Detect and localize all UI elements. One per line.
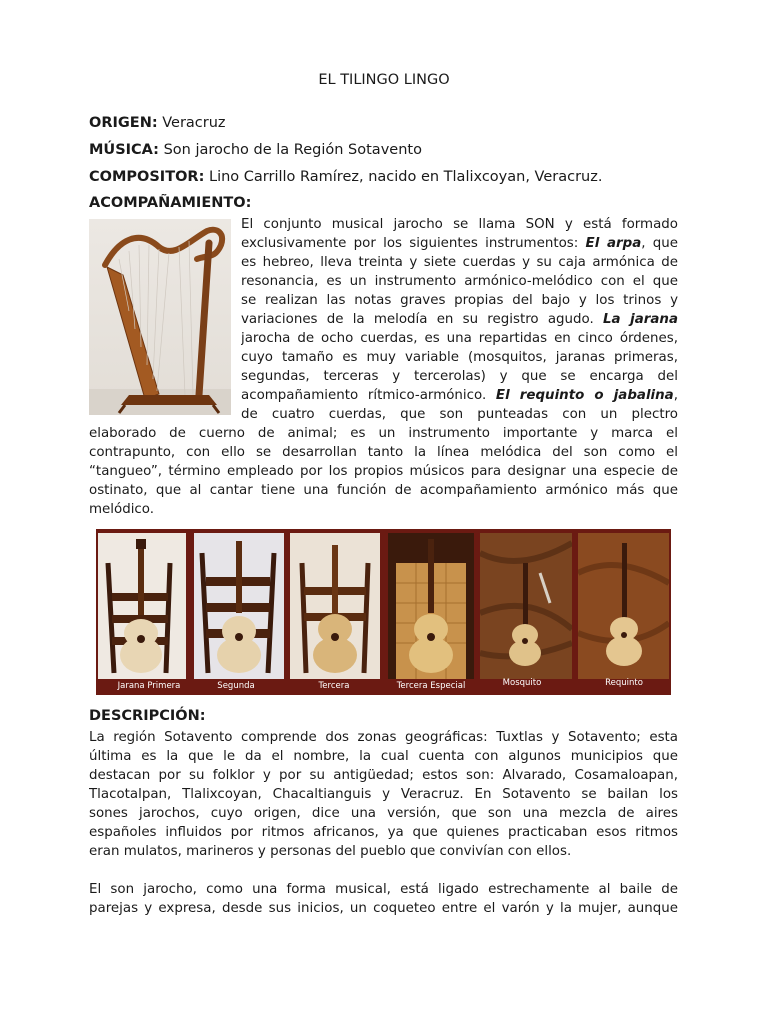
caption-mosquito: Mosquito — [502, 678, 542, 688]
caption-tercera: Tercera — [318, 681, 350, 691]
acomp-line-8: cuyo tamaño es muy variable (mosquitos, jaranas primeras, — [241, 350, 678, 365]
acomp-line-6-text: variaciones de la melodía en su registro agudo. — [241, 312, 603, 327]
requinto-emphasis: El requinto o jabalina — [495, 388, 674, 403]
jarana-emphasis: La jarana — [602, 312, 678, 327]
requinto-photo — [578, 533, 669, 679]
acomp-line-9: segundas, terceras y tercerolas) y que se encarga del — [241, 369, 678, 384]
instruments-image — [96, 529, 671, 695]
origen-value: Veracruz — [157, 115, 226, 131]
mosquito-photo — [480, 533, 572, 679]
desc2-line-1: El son jarocho, como una forma musical, está ligado estrechamente al baile de — [89, 882, 678, 897]
musica-label: MÚSICA: — [89, 142, 159, 158]
acomp-line-4: resonancia, es un instrumento armónico-melódico con el que — [241, 274, 678, 289]
caption-jarana-primera: Jarana Primera — [117, 681, 181, 691]
acomp-line-6 — [241, 310, 678, 329]
desc-line-4: Tlacotalpan, Tlalixcoyan, Chacaltianguis y Veracruz. En Sotavento se bailan los — [89, 787, 678, 802]
harp-illustration — [89, 219, 231, 415]
tercera-especial-photo — [388, 533, 474, 679]
acomp-line-10 — [241, 386, 678, 405]
origen-line — [89, 115, 226, 131]
desc-line-6: españoles influidos por ritmos africanos, ya que quienes practicaban esos ritmos — [89, 825, 678, 840]
acomp-line-2-text: exclusivamente por los siguientes instrumentos: — [241, 236, 586, 251]
acomp-line-2 — [241, 234, 678, 253]
compositor-line — [89, 169, 602, 185]
descripcion-heading: DESCRIPCIÓN: — [89, 708, 206, 724]
desc2-line-2: parejas y expresa, desde sus inicios, un coqueteo entre el varón y la mujer, aunque — [89, 901, 678, 916]
acomp-line-5: se realizan las notas graves propias del bajo y los trinos y — [241, 293, 678, 308]
acomp-line-7: jarocha de ocho cuerdas, es una repartidas en cinco órdenes, — [241, 331, 678, 346]
desc-line-3: destacan por su folklor y por su antigüedad; estos son: Alvarado, Cosamaloapan, — [89, 768, 678, 783]
document-title: EL TILINGO LINGO — [318, 72, 450, 88]
origen-label: ORIGEN: — [89, 115, 158, 131]
acomp-line-1: El conjunto musical jarocho se llama SON y está formado — [241, 217, 678, 232]
acompanamiento-label: ACOMPAÑAMIENTO: — [89, 195, 252, 211]
desc-line-5: sones jarochos, cuyo origen, dice una versión, que son una mezcla de aires — [89, 806, 678, 821]
harp-image — [89, 219, 231, 415]
tercera-photo — [290, 533, 380, 679]
caption-requinto: Requinto — [605, 678, 643, 688]
arpa-emphasis: El arpa — [585, 236, 642, 251]
musica-line — [89, 142, 422, 158]
caption-tercera-especial: Tercera Especial — [396, 681, 466, 691]
acomp-line-14: “tangueo”, término empleado por los propios músicos para designar una especie de — [89, 464, 678, 479]
acomp-line-16: melódico. — [89, 502, 154, 517]
compositor-label: COMPOSITOR: — [89, 169, 205, 185]
acomp-line-15: ostinato, que al cantar tiene una función de acompañamiento armónico más que — [89, 483, 678, 498]
segunda-photo — [194, 533, 284, 679]
requinto-after: , — [673, 388, 678, 403]
acomp-line-3: es hebreo, lleva treinta y siete cuerdas y su caja armónica de — [241, 255, 678, 270]
desc-line-7: eran mulatos, marineros y personas del pueblo que convivían con ellos. — [89, 844, 572, 859]
acomp-line-11: de cuatro cuerdas, que son punteadas con un plectro — [241, 407, 678, 422]
compositor-value: Lino Carrillo Ramírez, nacido en Tlalixcoyan, Veracruz. — [204, 169, 603, 185]
acomp-line-13: contrapunto, con ello se desarrollan tanto la línea melódica del son como el — [89, 445, 678, 460]
acomp-line-12: elaborado de cuerno de animal; es un instrumento importante y marca el — [89, 426, 678, 441]
acompanamiento-heading — [89, 195, 251, 211]
arpa-after: , que — [641, 236, 678, 251]
acomp-line-10-text: acompañamiento rítmico-armónico. — [241, 388, 496, 403]
jarana-primera-photo — [98, 533, 186, 679]
musica-value: Son jarocho de la Región Sotavento — [158, 142, 422, 158]
desc-line-1: La región Sotavento comprende dos zonas geográficas: Tuxtlas y Sotavento; esta — [89, 730, 678, 745]
desc-line-2: última es la que le da el nombre, la cual cuenta con algunos municipios que — [89, 749, 678, 764]
caption-segunda: Segunda — [217, 681, 255, 691]
